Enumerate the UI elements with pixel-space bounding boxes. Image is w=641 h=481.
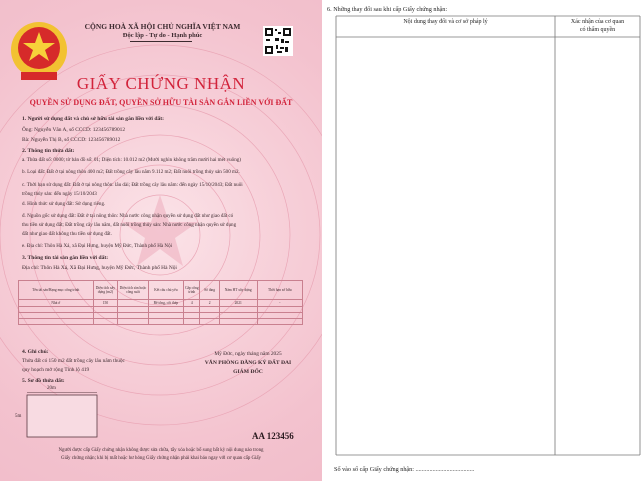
parcel-diagram: [26, 391, 100, 439]
signing-title: GIÁM ĐỐC: [233, 369, 263, 375]
column-changes-header: Nội dung thay đổi và cơ sở pháp lý: [403, 19, 488, 25]
land-term-1: c. Thời hạn sử dụng đất: Đất ở tại nông thôn: lâu dài; Đất trồng cây lâu năm: đến ngày 15/10/2043; Đất nuôi: [22, 182, 243, 188]
plot-height-label: 5m: [15, 414, 22, 419]
signing-date: Mỹ Đức, ngày tháng năm 2025: [214, 351, 282, 357]
cell-structure: Bê tông, cốt thép: [148, 300, 184, 307]
section-2-title: 2. Thông tin thửa đất:: [22, 148, 75, 154]
national-title: CỘNG HOÀ XÃ HỘI CHỦ NGHĨA VIỆT NAM: [84, 22, 241, 31]
cell-asset-name: Nhà ở: [19, 300, 94, 307]
certificate-title: GIẤY CHỨNG NHẬN: [76, 74, 246, 93]
column-confirmation-header-1: Xác nhận của cơ quan: [570, 19, 625, 25]
cell-year: 2021: [219, 300, 257, 307]
land-origin-3: đất như giao đất không thu tiền sử dụng đất.: [22, 231, 112, 237]
note-line-1: Thửa đất có 150 m2 đất trồng cây lâu năm thuộc: [22, 358, 125, 364]
note-line-2: quy hoạch mở rộng Tỉnh lộ 419: [22, 367, 90, 373]
header-year: Năm HT xây dựng: [219, 281, 257, 300]
owner-2: Bà: Nguyễn Thị B, số CCCD: 123456789012: [22, 137, 121, 143]
section-4-title: 4. Ghi chú:: [22, 349, 49, 355]
header-grade: Cấp công trình: [184, 281, 200, 300]
serial-number: AA 123456: [252, 431, 294, 441]
land-address: e. Địa chỉ: Thôn Hà Xá, xã Đại Hưng, huyện Mỹ Đức, Thành phố Hà Nội: [22, 243, 173, 249]
certificate-subtitle: QUYỀN SỬ DỤNG ĐẤT, QUYỀN SỞ HỮU TÀI SẢN GẮN LIỀN VỚI ĐẤT: [29, 98, 293, 107]
signing-office: VĂN PHÒNG ĐĂNG KÝ ĐẤT ĐAI: [204, 360, 292, 366]
column-confirmation-header-2: có thẩm quyền: [579, 27, 616, 33]
motto-underline: [130, 41, 192, 42]
asset-address: Địa chỉ: Thôn Hà Xá, Xã Đại Hưng, huyện Mỹ Đức, Thành phố Hà Nội: [22, 265, 177, 271]
section-5-title: 5. Sơ đồ thửa đất:: [22, 378, 65, 384]
land-origin-1: đ. Nguồn gốc sử dụng đất: Đất ở tại nông thôn: Nhà nước công nhận quyền sử dụng đất như giao đất có: [22, 213, 234, 219]
land-origin-2: thu tiền sử dụng đất; Đất trồng cây lâu năm, đất nuôi trồng thủy sản: Nhà nước công nhận quyền sử dụng: [22, 222, 237, 228]
footer-warning-1: Người được cấp Giấy chứng nhận không được sửa chữa, tẩy xóa hoặc bổ sung bất kỳ nội dung nào trong: [58, 448, 264, 453]
table-row: [19, 300, 303, 307]
header-build-area: Diện tích xây dựng (m2): [93, 281, 118, 300]
qr-code: [263, 26, 293, 56]
plot-width-label: 20m: [47, 386, 56, 391]
changes-table-grid: [322, 0, 641, 481]
cell-floor-area: [118, 300, 148, 307]
section-3-title: 3. Thông tin tài sản gắn liền với đất:: [22, 255, 109, 261]
asset-table: [18, 280, 303, 325]
cell-ownership-term: -: [257, 300, 302, 307]
land-type: b. Loại đất: Đất ở tại nông thôn 400 m2; Đất trồng cây lâu năm 9.112 m2; Đất nuôi trồng thủy sản 500 m2.: [22, 169, 240, 175]
land-parcel: a. Thửa đất số: 0000; tờ bản đồ số: 01; Diện tích: 10.012 m2 (Mười nghìn không trăm mười hai mét vuông): [22, 157, 242, 163]
footer-warning-2: Giấy chứng nhận; khi bị mất hoặc hư hỏng Giấy chứng nhận phải khai báo ngay với cơ quan cấp Giấy: [60, 456, 261, 461]
cell-grade: 4: [184, 300, 200, 307]
header-ownership-term: Thời hạn sở hữu: [257, 281, 302, 300]
owner-1: Ông: Nguyễn Văn A, số CCCD: 123456789012: [22, 127, 126, 133]
register-number-line: Số vào sổ cấp Giấy chứng nhận: ......................................: [334, 466, 475, 473]
land-usage-form: d. Hình thức sử dụng đất: Sử dụng riêng.: [22, 201, 106, 207]
national-motto: Độc lập - Tự do - Hạnh phúc: [122, 32, 203, 39]
cell-floors: 2: [200, 300, 219, 307]
header-asset-name: Tên tài sản/Hạng mục công trình: [19, 281, 94, 300]
table-row: [19, 319, 303, 325]
cell-build-area: 150: [93, 300, 118, 307]
header-floor-area: Diện tích sàn hoặc công suất: [118, 281, 148, 300]
certificate-back: [322, 0, 641, 481]
section-1-title: 1. Người sử dụng đất và chủ sở hữu tài sản gắn liền với đất:: [22, 116, 164, 122]
land-term-2: trồng thủy sản: đến ngày 15/10/2043: [22, 191, 97, 197]
header-floors: Số tầng: [200, 281, 219, 300]
asset-table-header: [19, 281, 303, 300]
section-6-title: 6. Những thay đổi sau khi cấp Giấy chứng nhận:: [327, 6, 448, 13]
header-structure: Kết cấu chủ yếu: [148, 281, 184, 300]
